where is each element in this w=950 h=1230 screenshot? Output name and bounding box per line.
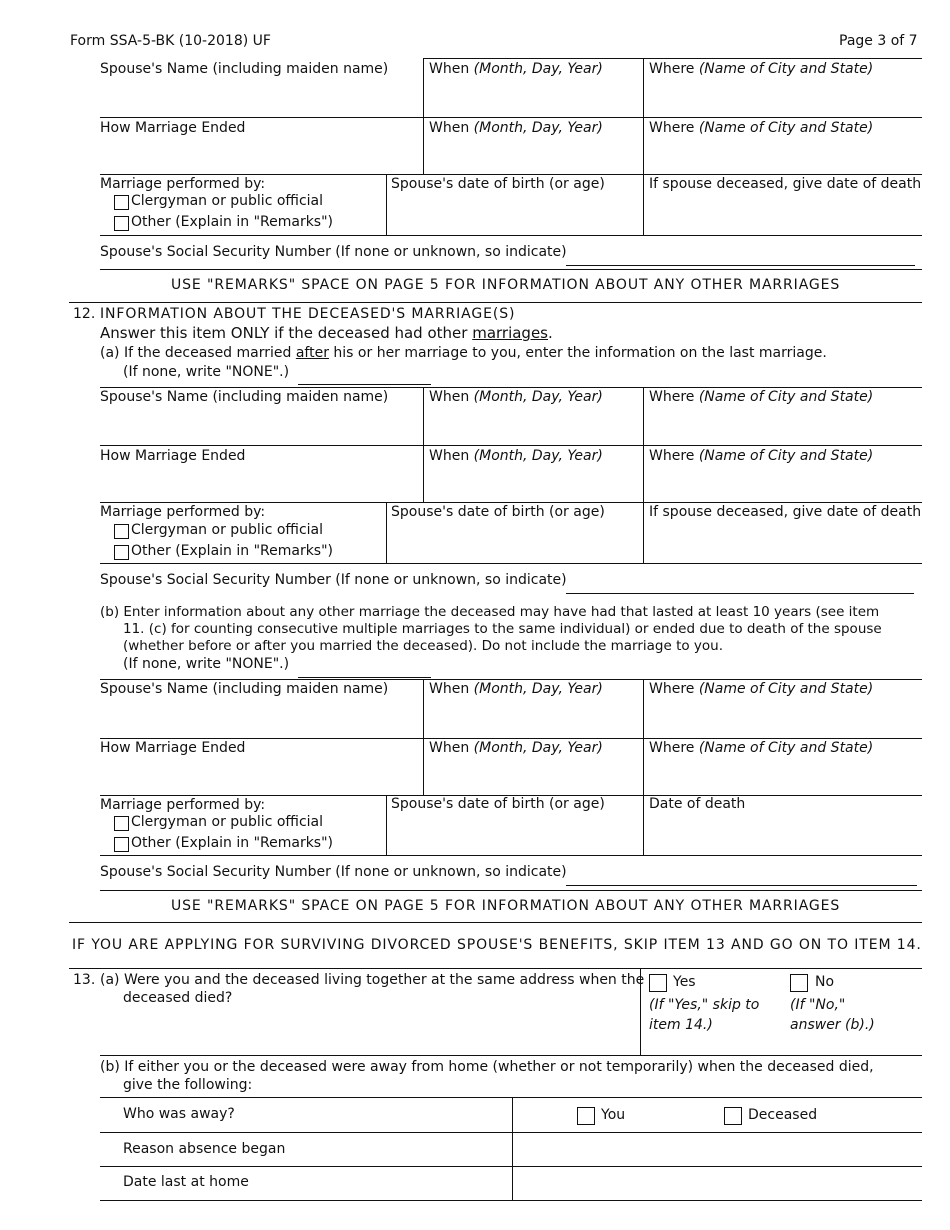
where-label: Where (Name of City and State) <box>649 389 874 405</box>
yes-hint-2: item 14.) <box>649 1017 713 1033</box>
ssn-label: Spouse's Social Security Number (If none or unknown, so indicate) <box>100 572 567 588</box>
item-12b-text-2: 11. (c) for counting consecutive multiple marriages to the same individual) or ended due to death of the spouse <box>123 621 882 637</box>
spouse-name-label: Spouse's Name (including maiden name) <box>100 681 389 697</box>
date-of-death-label: If spouse deceased, give date of death <box>649 504 922 520</box>
spouse-name-label: Spouse's Name (including maiden name) <box>100 389 389 405</box>
where-label: Where (Name of City and State) <box>649 448 874 464</box>
performed-by-label: Marriage performed by: <box>100 504 266 520</box>
other-checkbox[interactable] <box>114 545 129 560</box>
you-checkbox[interactable] <box>577 1107 595 1125</box>
how-ended-label: How Marriage Ended <box>100 448 246 464</box>
how-ended-label: How Marriage Ended <box>100 740 246 756</box>
yes-label: Yes <box>673 974 696 990</box>
item-12-number: 12. <box>73 306 96 322</box>
ssn-input-line[interactable] <box>566 885 917 886</box>
deceased-label: Deceased <box>748 1107 818 1123</box>
no-checkbox[interactable] <box>790 974 808 992</box>
if-none-input-line[interactable] <box>298 384 431 385</box>
form-id: Form SSA-5-BK (10-2018) UF <box>70 33 271 49</box>
ssn-label: Spouse's Social Security Number (If none or unknown, so indicate) <box>100 244 567 260</box>
deceased-checkbox[interactable] <box>724 1107 742 1125</box>
how-ended-label: How Marriage Ended <box>100 120 246 136</box>
if-none-note: (If none, write "NONE".) <box>123 364 290 380</box>
remarks-note: USE "REMARKS" SPACE ON PAGE 5 FOR INFORMATION ABOUT ANY OTHER MARRIAGES <box>171 277 841 293</box>
performed-by-label: Marriage performed by: <box>100 797 266 813</box>
where-label: Where (Name of City and State) <box>649 681 874 697</box>
spouse-dob-label: Spouse's date of birth (or age) <box>391 796 605 812</box>
yes-hint-1: (If "Yes," skip to <box>649 997 760 1013</box>
item-13a-text-1: (a) Were you and the deceased living together at the same address when the <box>100 972 645 988</box>
clergyman-checkbox[interactable] <box>114 524 129 539</box>
when-label: When (Month, Day, Year) <box>429 389 603 405</box>
who-away-label: Who was away? <box>123 1106 235 1122</box>
no-hint-2: answer (b).) <box>790 1017 875 1033</box>
no-hint-1: (If "No," <box>790 997 846 1013</box>
reason-label: Reason absence began <box>123 1141 286 1157</box>
when-label: When (Month, Day, Year) <box>429 448 603 464</box>
ssn-input-line[interactable] <box>566 593 914 594</box>
clergyman-checkbox[interactable] <box>114 816 129 831</box>
where-label: Where (Name of City and State) <box>649 61 874 77</box>
spouse-dob-label: Spouse's date of birth (or age) <box>391 504 605 520</box>
other-checkbox[interactable] <box>114 837 129 852</box>
skip-note: IF YOU ARE APPLYING FOR SURVIVING DIVORCED SPOUSE'S BENEFITS, SKIP ITEM 13 AND GO ON TO ITEM 14. <box>72 937 922 953</box>
you-label: You <box>601 1107 626 1123</box>
ssn-input-line[interactable] <box>566 265 915 266</box>
other-label: Other (Explain in "Remarks") <box>131 214 334 230</box>
date-last-label: Date last at home <box>123 1174 249 1190</box>
item-12-instructions: Answer this item ONLY if the deceased had other marriages. <box>100 324 553 342</box>
no-label: No <box>815 974 835 990</box>
when-label: When (Month, Day, Year) <box>429 120 603 136</box>
spouse-dob-label: Spouse's date of birth (or age) <box>391 176 605 192</box>
other-label: Other (Explain in "Remarks") <box>131 835 334 851</box>
item-12-title: INFORMATION ABOUT THE DECEASED'S MARRIAGE(S) <box>100 306 516 322</box>
item-12a-text: (a) If the deceased married after his or her marriage to you, enter the information on the last marriage. <box>100 345 827 361</box>
performed-by-label: Marriage performed by: <box>100 176 266 192</box>
item-12b-text-1: (b) Enter information about any other marriage the deceased may have had that lasted at least 10 years (see item <box>100 604 880 620</box>
other-checkbox[interactable] <box>114 216 129 231</box>
when-label: When (Month, Day, Year) <box>429 61 603 77</box>
item-13b-text-1: (b) If either you or the deceased were away from home (whether or not temporarily) when the deceased died, <box>100 1059 874 1075</box>
clergyman-checkbox[interactable] <box>114 195 129 210</box>
date-of-death-label: Date of death <box>649 796 746 812</box>
yes-checkbox[interactable] <box>649 974 667 992</box>
remarks-note: USE "REMARKS" SPACE ON PAGE 5 FOR INFORMATION ABOUT ANY OTHER MARRIAGES <box>171 898 841 914</box>
clergyman-label: Clergyman or public official <box>131 522 324 538</box>
ssn-label: Spouse's Social Security Number (If none or unknown, so indicate) <box>100 864 567 880</box>
other-label: Other (Explain in "Remarks") <box>131 543 334 559</box>
clergyman-label: Clergyman or public official <box>131 193 324 209</box>
item-13-number: 13. <box>73 972 96 988</box>
date-of-death-label: If spouse deceased, give date of death <box>649 176 922 192</box>
where-label: Where (Name of City and State) <box>649 120 874 136</box>
item-13a-text-2: deceased died? <box>123 990 233 1006</box>
spouse-name-label: Spouse's Name (including maiden name) <box>100 61 389 77</box>
if-none-note: (If none, write "NONE".) <box>123 656 290 672</box>
clergyman-label: Clergyman or public official <box>131 814 324 830</box>
item-12b-text-3: (whether before or after you married the deceased). Do not include the marriage to you. <box>123 638 724 654</box>
when-label: When (Month, Day, Year) <box>429 681 603 697</box>
where-label: Where (Name of City and State) <box>649 740 874 756</box>
item-13b-text-2: give the following: <box>123 1077 253 1093</box>
when-label: When (Month, Day, Year) <box>429 740 603 756</box>
page-number: Page 3 of 7 <box>839 33 918 49</box>
if-none-input-line[interactable] <box>298 677 431 678</box>
